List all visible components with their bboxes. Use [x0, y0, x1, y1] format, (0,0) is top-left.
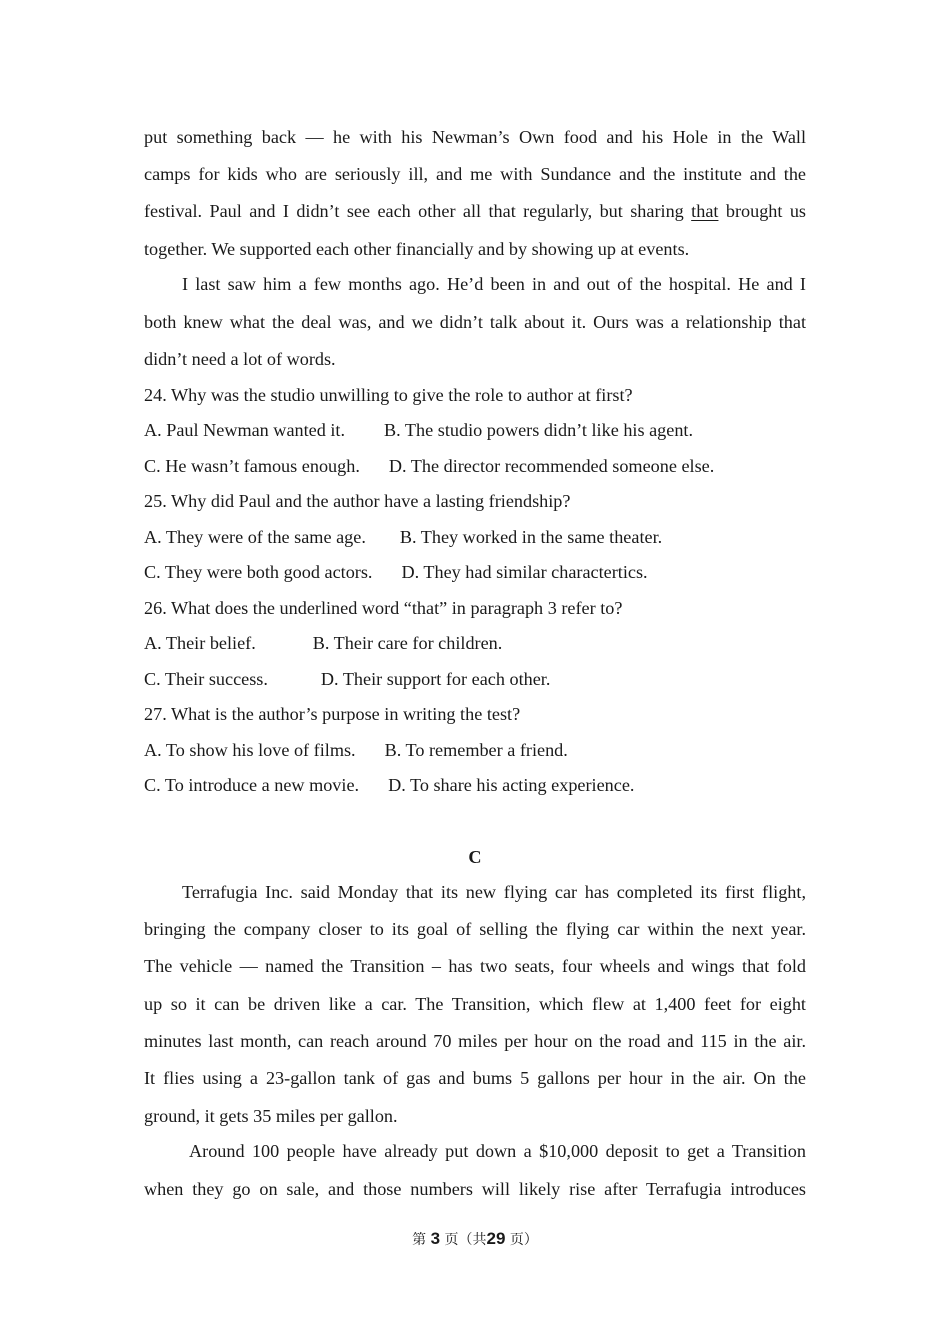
- passage-line: when they go on sale, and those numbers will likely rise after Terrafugia introduces: [144, 1179, 806, 1199]
- option-row: [144, 526, 806, 548]
- underlined-word: that: [691, 201, 719, 221]
- passage-line: minutes last month, can reach around 70 miles per hour on the road and 115 in the air.: [144, 1031, 806, 1051]
- option-c: C. He wasn’t famous enough.: [144, 456, 360, 476]
- footer-middle: 页（共: [444, 1232, 487, 1248]
- option-b: B. They worked in the same theater.: [399, 527, 663, 547]
- section-heading: C: [468, 847, 482, 867]
- passage-line: camps for kids who are seriously ill, and me with Sundance and the institute and the: [144, 164, 806, 184]
- question-stem: 24. Why was the studio unwilling to give the role to author at first?: [144, 385, 633, 405]
- option-d: D. They had similar charactertics.: [401, 562, 648, 582]
- option-d: D. Their support for each other.: [320, 669, 551, 689]
- option-b: B. Their care for children.: [312, 633, 503, 653]
- passage-line: put something back — he with his Newman’s Own food and his Hole in the Wall: [144, 127, 806, 147]
- option-a: A. They were of the same age.: [144, 527, 366, 547]
- option-row: [144, 774, 806, 796]
- passage-line: bringing the company closer to its goal of selling the flying car within the next year.: [144, 919, 806, 939]
- option-c: C. To introduce a new movie.: [144, 775, 360, 795]
- option-row: [144, 419, 806, 441]
- option-c: C. Their success.: [144, 669, 268, 689]
- option-a: A. To show his love of films.: [144, 740, 356, 760]
- passage-line: didn’t need a lot of words.: [144, 349, 336, 369]
- passage-line: The vehicle — named the Transition – has two seats, four wheels and wings that fold: [144, 956, 806, 976]
- passage-line: up so it can be driven like a car. The Transition, which flew at 1,400 feet for eight: [144, 994, 806, 1014]
- option-c: C. They were both good actors.: [144, 562, 373, 582]
- page-footer: [0, 1229, 950, 1249]
- question-stem: 27. What is the author’s purpose in writing the test?: [144, 704, 521, 724]
- option-a: A. Paul Newman wanted it.: [144, 420, 346, 440]
- passage-text: brought us: [718, 201, 806, 221]
- passage-line: both knew what the deal was, and we didn’t talk about it. Ours was a relationship that: [144, 312, 806, 332]
- passage-line: It flies using a 23-gallon tank of gas and bums 5 gallons per hour in the air. On the: [144, 1068, 806, 1088]
- option-row: [144, 455, 806, 477]
- passage-line: Terrafugia Inc. said Monday that its new flying car has completed its first flight,: [182, 882, 806, 902]
- option-row: [144, 668, 806, 690]
- option-a: A. Their belief.: [144, 633, 256, 653]
- passage-text: festival. Paul and I didn’t see each other all that regularly, but sharing: [144, 201, 692, 221]
- question-stem: 25. Why did Paul and the author have a lasting friendship?: [144, 491, 571, 511]
- option-b: B. To remember a friend.: [384, 740, 568, 760]
- passage-line: I last saw him a few months ago. He’d been in and out of the hospital. He and I: [182, 274, 806, 294]
- option-d: D. The director recommended someone else.: [388, 456, 715, 476]
- passage-line: Around 100 people have already put down a $10,000 deposit to get a Transition: [189, 1141, 806, 1161]
- option-d: D. To share his acting experience.: [388, 775, 635, 795]
- passage-line: together. We supported each other financially and by showing up at events.: [144, 239, 690, 259]
- page-number: 3: [430, 1229, 441, 1248]
- option-b: B. The studio powers didn’t like his agent.: [384, 420, 694, 440]
- option-row: [144, 561, 806, 583]
- passage-line: [144, 200, 806, 222]
- passage-line: ground, it gets 35 miles per gallon.: [144, 1106, 398, 1126]
- total-pages: 29: [486, 1229, 506, 1248]
- question-stem: 26. What does the underlined word “that” in paragraph 3 refer to?: [144, 598, 623, 618]
- option-row: [144, 739, 806, 761]
- option-row: [144, 632, 806, 654]
- footer-prefix: 第: [412, 1232, 427, 1248]
- footer-suffix: 页）: [509, 1232, 538, 1248]
